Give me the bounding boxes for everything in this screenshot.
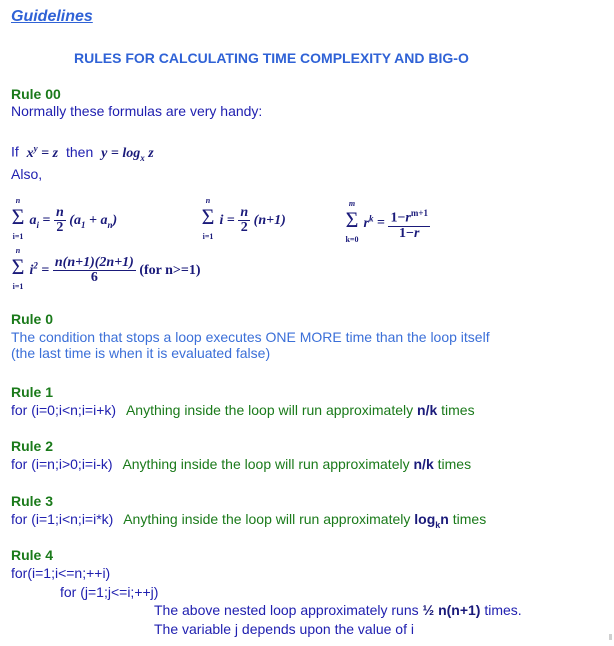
rule-0-line-1: The condition that stops a loop executes ONE MORE time than the loop itself (11, 329, 490, 345)
rule-4-outer-loop: for(i=1;i<=n;++i) (11, 565, 111, 581)
rule-00-label: Rule 00 (11, 86, 61, 102)
rule-1-code: for (i=0;i<n;i=i+k) (11, 402, 117, 418)
also-text: Also, (11, 166, 43, 182)
log-definition: If $x^y = z$ then $y = \log_x z$ (11, 143, 154, 163)
rule-0-line-2: (the last time is when it is evaluated false) (11, 345, 271, 361)
rule-3-code: for (i=1;i<n;i=i*k) (11, 511, 114, 527)
rule-1-line: for (i=0;i<n;i=i+k) Anything inside the loop will run approximately n/k times (11, 402, 475, 418)
rule-2-line: for (i=n;i>0;i=i-k) Anything inside the loop will run approximately n/k times (11, 456, 472, 472)
formula-arithmetic-sum: n Σ i=1 $a_i$ = $\frac{n}{2}$ $(a_1 + a_n)$ (11, 196, 118, 241)
rule-4-inner-loop: for (j=1;j<=i;++j) (60, 584, 159, 600)
rule-4-desc-1: The above nested loop approximately runs ½ n(n+1) times. (154, 602, 522, 618)
scrollbar-marker[interactable] (609, 634, 612, 640)
rule-00-text: Normally these formulas are very handy: (11, 103, 263, 119)
rule-3-line: for (i=1;i<n;i=i*k) Anything inside the loop will run approximately $\log_kn$ times (11, 511, 487, 530)
rule-3-label: Rule 3 (11, 493, 54, 509)
page-subtitle: RULES FOR CALCULATING TIME COMPLEXITY AND BIG-O (74, 50, 469, 66)
rule-0-label: Rule 0 (11, 311, 54, 327)
formula-sum-i: n Σ i=1 i = $\frac{n}{2}$ (n+1) (201, 196, 286, 241)
rule-4-label: Rule 4 (11, 547, 54, 563)
rule-1-label: Rule 1 (11, 384, 54, 400)
formula-sum-squares: n Σ i=1 $i^2$ = $\frac{n(n+1)(2n+1)}{6}$ (for n>=1) (11, 246, 201, 291)
rule-4-desc-2: The variable j depends upon the value of i (154, 621, 414, 637)
page-title[interactable]: Guidelines (11, 8, 93, 25)
rule-2-code: for (i=n;i>0;i=i-k) (11, 456, 113, 472)
formula-geometric-sum: m Σ k=0 $r^k$ = $\frac{1-r^{m+1}}{1-r}$ (345, 198, 429, 244)
rule-2-label: Rule 2 (11, 438, 54, 454)
